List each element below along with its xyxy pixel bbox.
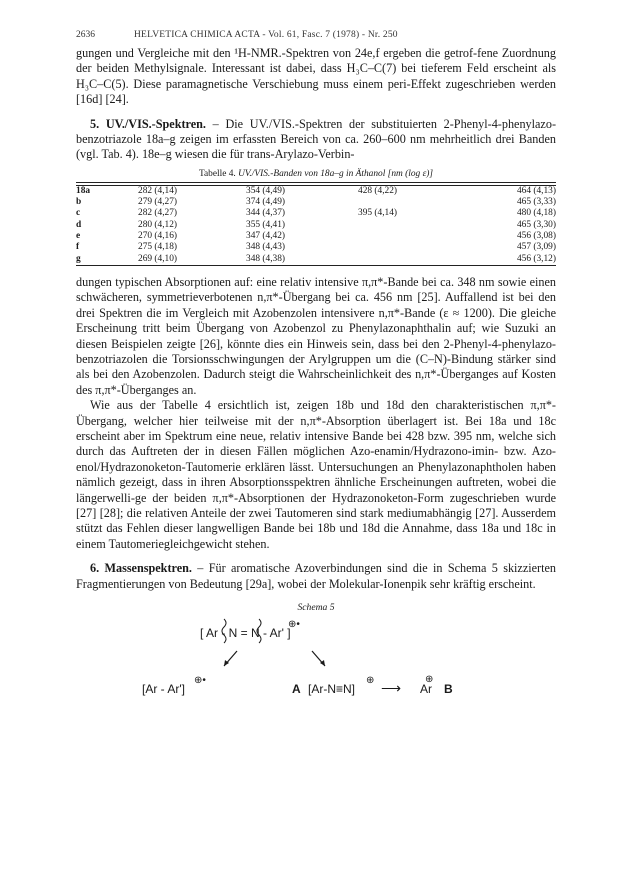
band-2-cell: 354 (4,49): [246, 185, 358, 197]
compound-cell: e: [76, 231, 81, 242]
label-a: A: [292, 682, 301, 697]
table-caption-text: UV./VIS.-Banden von 18a–g in Äthanol [nm (log ε)]: [238, 168, 434, 179]
band-2-cell: 348 (4,43): [246, 242, 286, 253]
running-header: [76, 30, 556, 46]
band-3-cell: 395 (4,14): [358, 208, 398, 219]
table-row: [76, 242, 556, 253]
band-1-cell: 280 (4,12): [138, 219, 178, 230]
reaction-arrow: ⟶: [381, 680, 402, 697]
table-row: [76, 185, 556, 197]
band-4-cell: 464 (4,13): [466, 185, 556, 197]
band-1-cell: 279 (4,27): [138, 197, 178, 208]
band-2-cell: 355 (4,41): [246, 219, 286, 230]
diazonium-fragment: [Ar-N≡N]: [308, 682, 355, 697]
fragmentation-scheme: [76, 613, 556, 708]
table-row: [76, 231, 556, 242]
band-3-cell: [358, 220, 466, 231]
band-1-cell: 269 (4,10): [138, 254, 246, 266]
compound-cell: f: [76, 242, 80, 253]
biaryl-fragment: [Ar - Ar']: [142, 682, 185, 697]
band-4-cell: 480 (4,18): [516, 208, 556, 219]
band-4-cell: 456 (3,08): [516, 231, 556, 242]
compound-cell: g: [76, 254, 138, 266]
table-caption: [76, 169, 556, 179]
band-4-cell: 465 (3,33): [516, 197, 556, 208]
section-text-mass-spectra: – Für aromatische Azoverbindungen sind die in Schema 5 skizzierten Fragmentierungen von Bedeutung [29a], wobei der Molekular-Ionenpik sehr kräftig erscheint.: [76, 561, 556, 591]
band-1-cell: 275 (4,18): [138, 242, 178, 253]
band-4-cell: 457 (3,09): [516, 242, 556, 253]
section-text-uv-vis: Die UV./VIS.-Spektren der substituierten 2-Phenyl-4-phenylazo-benzotriazole 18a–g zeigen im erfassten Bereich von ca. 260–600 nm mehrheitlich drei Banden (vgl. Tab. 4). 18e–g wiesen die für trans-Arylazo-Verbin-: [76, 116, 556, 162]
band-2-cell: 344 (4,37): [246, 208, 286, 219]
table-row: [76, 208, 556, 219]
schema-title: Schema 5: [297, 602, 335, 614]
section-heading-mass-spectra: 6. Massenspektren.: [90, 561, 192, 576]
aryl-cation: Ar: [420, 682, 432, 697]
band-2-cell: 348 (4,38): [246, 254, 358, 266]
table-caption-prefix: Tabelle 4.: [198, 168, 236, 179]
molecular-ion: [ Ar - N = N - Ar' ]: [200, 626, 291, 641]
band-1-cell: 282 (4,14): [138, 185, 246, 197]
band-3-cell: [358, 231, 466, 242]
band-4-cell: 456 (3,12): [466, 254, 556, 266]
label-b: B: [444, 682, 453, 697]
page-number: 2636: [76, 30, 95, 40]
band-3-cell: [358, 254, 466, 266]
table-row: [76, 220, 556, 231]
scheme-drawing: [76, 613, 556, 708]
band-3-cell: 428 (4,22): [358, 185, 466, 197]
paragraph-absorptions: dungen typischen Absorptionen auf: eine relativ intensive π,π*-Bande bei ca. 348 nm sowie einen schwächeren, symmetrieverbotenen n,π*-Übergang bei ca. 456 nm [25]. Auffallend ist bei den drei Spektren die im Vergleich mit Azobenzolen intensivere n,π*-Bande (ε ≈ 1200). Die gleiche Erscheinung tritt beim Übergang von Azobenzol zu Phenylazonaphthalin auf; wie Suzuki an diesen Beispielen zeigte [26], könnte dies ein Hinweis sein, dass bei den 2-Phenyl-4-phenylazo-benzotriazolen die Torsionsschwingungen der Arylgruppen um die (C–N)-Bindung stärker sind als bei den Azobenzolen. Dadurch steigt die Wahrscheinlichkeit des n,π*-Überganges auf Kosten des π,π*-Überganges an.: [76, 274, 556, 397]
band-3-cell: [358, 197, 466, 208]
journal-page: [76, 30, 556, 708]
band-1-cell: 282 (4,27): [138, 208, 178, 219]
band-2-cell: 374 (4,49): [246, 197, 286, 208]
paragraph-tautomerie: Wie aus der Tabelle 4 ersichtlich ist, zeigen 18b und 18d den charakteristischen π,π*-Übergang, welcher hier teilweise mit der n,π*-Absorption überlagert ist. Bei 18a und 18c erscheint aber im Spektrum eine neue, relativ intensive Bande bei 428 bzw. 395 nm, welche sich durch das Auftreten der in diesen Fällen möglichen Azo-enamin/Hydrazono-imin- bzw. Azo-enol/Hydrazonoketon-Tautomerie erklären lässt. Untersuchungen an Phenylazonaphtholen haben nämlich gezeigt, dass in ihren Absorptionsspektren ähnliche Erscheinungen auftreten, wobei die längerwelli-ge der beiden π,π*-Absorptionen der Hydrazonoketon-Form zugeschrieben wurde [27] [28]; die relativen Anteile der zwei Tautomeren sind stark mediumabhängig [27]. Ausserdem stützt das Fehlen dieser langwelligen Bande bei 18b und 18d die Annahme, dass 18a und 18c in einem Tautomeriegleichgewicht stehen.: [76, 398, 556, 551]
uv-vis-table: [76, 182, 556, 266]
radical-cation-symbol: ⊕•: [288, 619, 300, 631]
band-1-cell: 270 (4,16): [138, 231, 178, 242]
compound-cell: d: [76, 219, 82, 230]
band-4-cell: 465 (3,30): [516, 219, 556, 230]
section-heading-uv-vis: 5. UV./VIS.-Spektren.: [90, 116, 206, 131]
table-row: [76, 197, 556, 208]
section-uv-vis: 5. UV./VIS.-Spektren. – Die UV./VIS.-Spektren der substituierten 2-Phenyl-4-phenylazo-benzotriazole 18a–g zeigen im erfassten Bereich von ca. 260–600 nm mehrheitlich drei Banden (vgl. Tab. 4). 18e–g wiesen die für trans-Arylazo-Verbin-: [76, 116, 556, 162]
paragraph-nmr: gungen und Vergleiche mit den ¹H-NMR.-Spektren von 24e,f ergeben die getrof-fene Zuordnung der beiden Methylsignale. Interessant ist dabei, dass H₃C–C(7) bei tieferem Feld erscheint als H₃C–C(5). Diese paramagnetische Verschiebung muss einem peri-Effekt zugeschrieben werden [16d] [24].: [76, 46, 556, 107]
compound-cell: c: [76, 208, 81, 219]
journal-title: HELVETICA CHIMICA ACTA - Vol. 61, Fasc. 7 (1978) - Nr. 250: [134, 30, 398, 40]
diazonium-charge: ⊕: [366, 675, 375, 687]
biaryl-charge: ⊕•: [194, 675, 206, 687]
compound-cell: 18a: [76, 185, 138, 197]
compound-cell: b: [76, 197, 82, 208]
table-row: [76, 254, 556, 266]
band-3-cell: [358, 242, 466, 253]
section-mass-spectra: [76, 561, 556, 592]
band-2-cell: 347 (4,42): [246, 231, 286, 242]
aryl-charge: ⊕: [425, 674, 434, 686]
